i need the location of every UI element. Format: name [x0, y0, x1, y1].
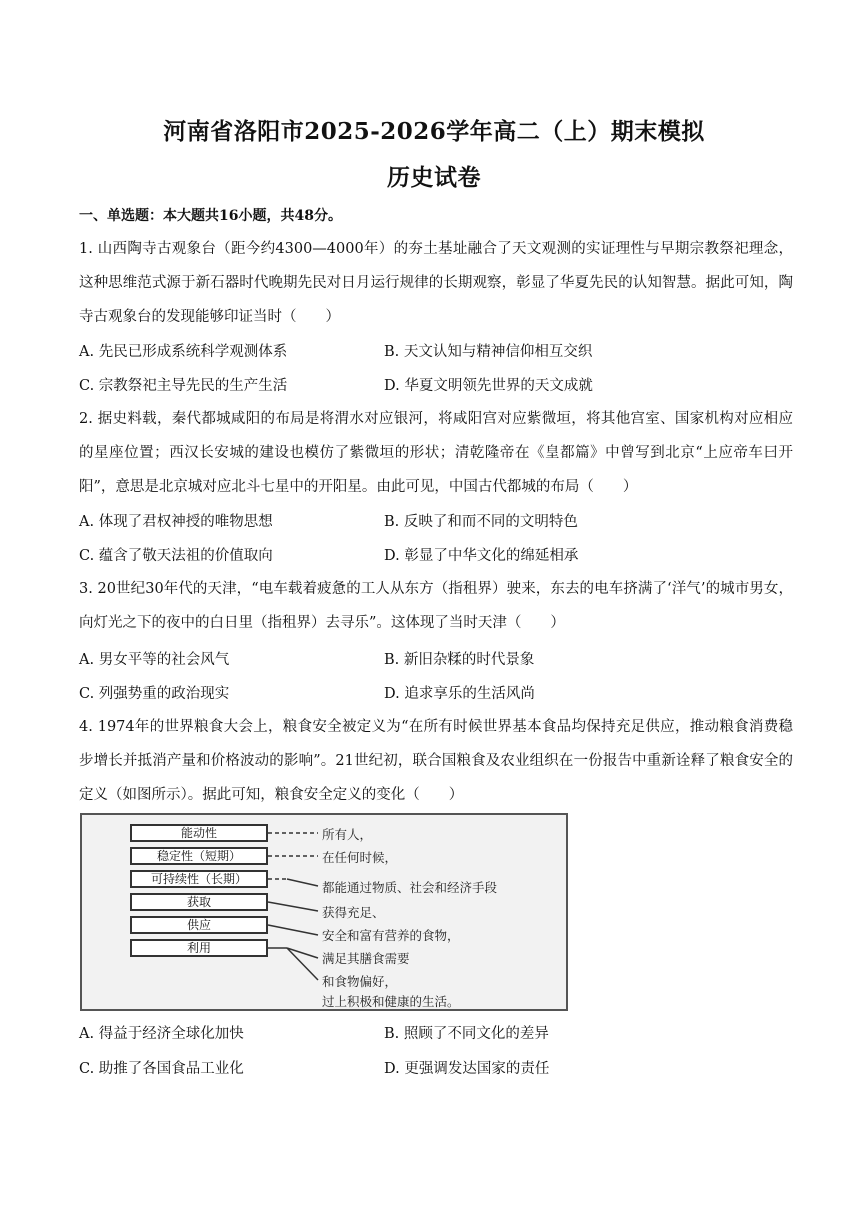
- box-access: 获取: [130, 893, 268, 911]
- box-agency: 能动性: [130, 824, 268, 842]
- q1-option-d: D. 华夏文明领先世界的天文成就: [384, 378, 593, 394]
- q4-option-c: C. 助推了各国食品工业化: [79, 1061, 244, 1077]
- q3-option-c: C. 列强势重的政治现实: [79, 686, 230, 702]
- q1-option-c: C. 宗教祭祀主导先民的生产生活: [79, 378, 288, 394]
- definition-line-2: 在任何时候，: [322, 850, 398, 865]
- definition-line-3: 都能通过物质、社会和经济手段: [322, 880, 498, 895]
- question-2-stem: 2. 据史料载，秦代都城咸阳的布局是将渭水对应银河，将咸阳宫对应紫微垣，将其他宫室、国家机构对应相应的星座位置；西汉长安城的建设也模仿了紫微垣的形状；清乾隆帝在《皇都篇》中曾写到北京“上应帝车曰开阳”，意思是北京城对应北斗七星中的开阳星。由此可见，中国古代都城的布局（ ）: [79, 411, 793, 495]
- q2-option-a: A. 体现了君权神授的唯物思想: [79, 514, 273, 530]
- food-security-diagram: [80, 813, 568, 1011]
- q3-option-b: B. 新旧杂糅的时代景象: [384, 652, 535, 668]
- definition-line-1: 所有人，: [322, 827, 373, 842]
- box-availability: 供应: [130, 916, 268, 934]
- q4-option-d: D. 更强调发达国家的责任: [384, 1061, 550, 1077]
- section-header: 一、单选题：本大题共16小题，共48分。: [79, 208, 342, 224]
- q2-option-c: C. 蕴含了敬天法祖的价值取向: [79, 548, 273, 564]
- question-4-stem: 4. 1974年的世界粮食大会上，粮食安全被定义为“在所有时候世界基本食品均保持充足供应，推动粮食消费稳步增长并抵消产量和价格波动的影响”。21世纪初，联合国粮食及农业组织在一份报告中重新诠释了粮食安全的定义（如图所示）。据此可知，粮食安全定义的变化（ ）: [79, 719, 793, 803]
- q1-option-b: B. 天文认知与精神信仰相互交织: [384, 344, 593, 360]
- q1-option-a: A. 先民已形成系统科学观测体系: [79, 344, 288, 360]
- question-3-stem: 3. 20世纪30年代的天津，“电车载着疲惫的工人从东方（指租界）驶来，东去的电车挤满了‘洋气’的城市男女，向灯光之下的夜中的白日里（指租界）去寻乐”。这体现了当时天津（ ）: [79, 581, 793, 631]
- q3-option-a: A. 男女平等的社会风气: [79, 652, 230, 668]
- definition-line-7: 和食物偏好，: [322, 974, 398, 989]
- exam-title: 河南省洛阳市2025-2026学年高二（上）期末模拟: [163, 118, 705, 145]
- definition-line-4: 获得充足、: [322, 905, 385, 920]
- box-sustainability: 可持续性（长期）: [130, 870, 268, 888]
- q2-option-d: D. 彰显了中华文化的绵延相承: [384, 548, 579, 564]
- q3-option-d: D. 追求享乐的生活风尚: [384, 686, 535, 702]
- exam-subtitle: 历史试卷: [387, 164, 481, 191]
- definition-line-5: 安全和富有营养的食物，: [322, 928, 460, 943]
- box-stability: 稳定性（短期）: [130, 847, 268, 865]
- question-1-stem: 1. 山西陶寺古观象台（距今约4300—4000年）的夯土基址融合了天文观测的实证理性与早期宗教祭祀理念，这种思维范式源于新石器时代晚期先民对日月运行规律的长期观察，彰显了华夏先民的认知智慧。据此可知，陶寺古观象台的发现能够印证当时（ ）: [79, 241, 793, 325]
- q2-option-b: B. 反映了和而不同的文明特色: [384, 514, 578, 530]
- q4-option-b: B. 照顾了不同文化的差异: [384, 1026, 549, 1042]
- box-utilization: 利用: [130, 939, 268, 957]
- definition-line-8: 过上积极和健康的生活。: [322, 994, 460, 1009]
- definition-line-6: 满足其膳食需要: [322, 951, 410, 966]
- q4-option-a: A. 得益于经济全球化加快: [79, 1026, 244, 1042]
